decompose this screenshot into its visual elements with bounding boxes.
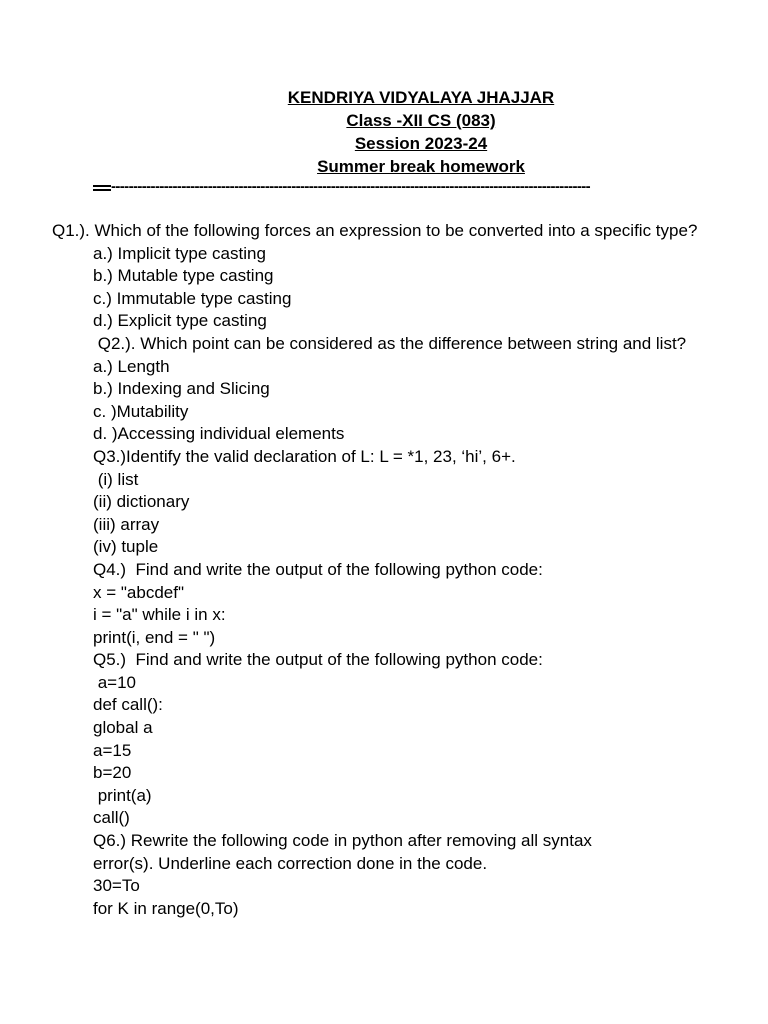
- option-line: d.) Explicit type casting: [93, 311, 267, 331]
- question-body: [0, 220, 768, 920]
- code-line: for K in range(0,To): [93, 898, 239, 918]
- code-line: def call():: [93, 695, 163, 715]
- option-line: (iv) tuple: [93, 537, 159, 557]
- option-line: d. )Accessing individual elements: [93, 424, 345, 444]
- option-line: b.) Mutable type casting: [93, 266, 274, 286]
- option-line: c. )Mutability: [93, 401, 189, 421]
- question-3: Q3.)Identify the valid declaration of L: L = *1, 23, ‘hi’, 6+.: [93, 446, 516, 466]
- option-line: a.) Length: [93, 356, 170, 376]
- code-line: i = "a" while i in x:: [93, 605, 226, 625]
- separator-line: [93, 180, 748, 194]
- option-line: (i) list: [93, 469, 139, 489]
- code-line: global a: [93, 718, 153, 738]
- code-line: a=10: [93, 672, 137, 692]
- document-header: [0, 86, 768, 178]
- code-line: 30=To: [93, 876, 140, 896]
- session-title: Session 2023-24: [354, 134, 488, 153]
- question-6-continued: error(s). Underline each correction done in the code.: [93, 853, 488, 873]
- homework-title: Summer break homework: [317, 157, 525, 176]
- double-rule: [93, 185, 111, 191]
- question-4: Q4.) Find and write the output of the following python code:: [93, 559, 543, 579]
- option-line: b.) Indexing and Slicing: [93, 379, 270, 399]
- option-line: a.) Implicit type casting: [93, 243, 266, 263]
- code-line: call(): [93, 808, 130, 828]
- class-title: Class -XII CS (083): [346, 111, 496, 130]
- question-5: Q5.) Find and write the output of the following python code:: [93, 650, 543, 670]
- option-line: (iii) array: [93, 514, 160, 534]
- option-line: c.) Immutable type casting: [93, 288, 292, 308]
- question-6: Q6.) Rewrite the following code in python after removing all syntax: [93, 831, 592, 851]
- code-line: x = "abcdef": [93, 582, 184, 602]
- dashed-rule: -------------------------------------------------------------------------------------------------------------: [111, 180, 591, 194]
- question-1: Q1.). Which of the following forces an expression to be converted into a specific type?: [52, 221, 698, 240]
- code-line: print(i, end = " "): [93, 627, 216, 647]
- code-line: a=15: [93, 740, 132, 760]
- code-line: b=20: [93, 763, 132, 783]
- code-line: print(a): [93, 785, 152, 805]
- school-name: KENDRIYA VIDYALAYA JHAJJAR: [287, 88, 555, 107]
- question-2: Q2.). Which point can be considered as the difference between string and list?: [93, 333, 687, 353]
- option-line: (ii) dictionary: [93, 492, 190, 512]
